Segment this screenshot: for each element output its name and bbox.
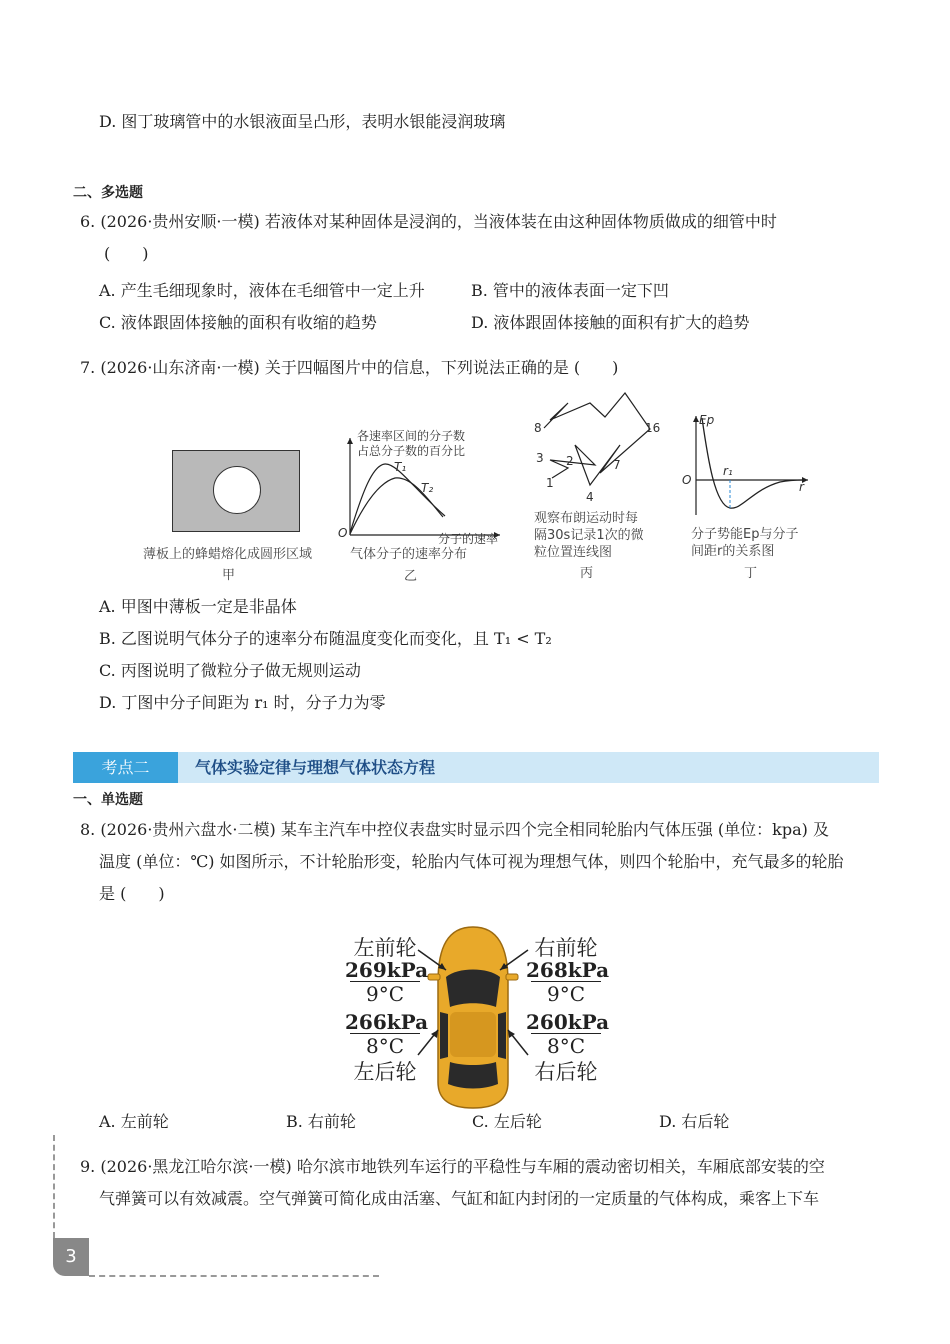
tire-front-left-name: 左前轮 <box>353 936 417 960</box>
topic-banner-tag: 考点二 <box>73 752 178 783</box>
q7-option-c: C. 丙图说明了微粒分子做无规则运动 <box>99 661 361 680</box>
tire-rear-right-name: 右后轮 <box>534 1060 598 1084</box>
fig-ding-origin: O <box>682 473 692 487</box>
fig-bing-point-8: 8 <box>534 421 542 435</box>
tire-rear-right-temp: 8°C <box>546 1034 586 1058</box>
fig-bing-point-4: 4 <box>586 490 594 504</box>
fig-yi-ylabel-2: 占总分子数的百分比 <box>357 444 466 458</box>
tire-rear-left-pressure: 266kPa <box>345 1010 429 1034</box>
q9-stem-line-1: 9. (2026·黑龙江哈尔滨·一模) 哈尔滨市地铁列车运行的平稳性与车厢的震动密切相关，车厢底部安装的空 <box>80 1157 825 1176</box>
topic-banner-title: 气体实验定律与理想气体状态方程 <box>195 758 436 777</box>
fig-yi-label: 乙 <box>404 569 418 584</box>
q9-stem-line-2: 气弹簧可以有效减震。空气弹簧可简化成由活塞、气缸和缸内封闭的一定质量的气体构成，乘客上下车 <box>99 1189 820 1208</box>
q8-option-c: C. 左后轮 <box>472 1112 542 1131</box>
tire-front-right-temp: 9°C <box>546 982 586 1006</box>
fig-ding-r1: r₁ <box>723 464 733 478</box>
q7-option-d: D. 丁图中分子间距为 r₁ 时，分子力为零 <box>99 693 386 712</box>
q8-stem-line-1: 8. (2026·贵州六盘水·二模) 某车主汽车中控仪表盘实时显示四个完全相同轮胎内气体压强 (单位：kpa) 及 <box>80 820 829 839</box>
tire-pointer-arrows <box>408 930 538 1080</box>
fig-bing-point-3: 3 <box>536 451 544 465</box>
section-multi-choice: 二、多选题 <box>73 185 143 201</box>
q8-option-b: B. 右前轮 <box>286 1112 356 1131</box>
fig-bing-caption-1: 观察布朗运动时每 <box>534 511 639 526</box>
q7-option-b: B. 乙图说明气体分子的速率分布随温度变化而变化，且 T₁ < T₂ <box>99 629 552 648</box>
q5-option-d: D. 图丁玻璃管中的水银液面呈凸形，表明水银能浸润玻璃 <box>99 112 506 131</box>
fig-ding-label: 丁 <box>744 566 758 581</box>
fig-bing-point-1: 1 <box>546 476 554 490</box>
fig-bing-caption-3: 粒位置连线图 <box>534 545 613 560</box>
fig-jia-caption: 薄板上的蜂蜡熔化成圆形区域 <box>143 547 313 562</box>
fig-yi-ylabel-1: 各速率区间的分子数 <box>357 429 466 443</box>
q6-stem: 6. (2026·贵州安顺·一模) 若液体对某种固体是浸润的，当液体装在由这种固体物质做成的细管中时 <box>80 212 777 231</box>
q8-option-a: A. 左前轮 <box>99 1112 169 1131</box>
q6-option-a: A. 产生毛细现象时，液体在毛细管中一定上升 <box>99 281 425 300</box>
q6-option-b: B. 管中的液体表面一定下凹 <box>471 281 669 300</box>
tire-front-left-pressure: 269kPa <box>345 958 429 982</box>
section-single-choice: 一、单选题 <box>73 792 143 808</box>
fig-jia-plate <box>172 450 300 532</box>
fig-jia-melted-circle <box>213 466 261 514</box>
fig-bing-caption-2: 隔30s记录1次的微 <box>534 528 644 543</box>
topic-banner <box>73 752 879 783</box>
fig-bing-point-16: 16 <box>645 421 661 435</box>
page-footer-dashed-line <box>89 1275 379 1277</box>
page-number: 3 <box>53 1238 89 1276</box>
fig-ding-ylabel: Ep <box>699 413 715 427</box>
fig-ding-xlabel: r <box>799 480 804 494</box>
fig-bing-point-2: 2 <box>566 454 574 468</box>
tire-front-right-name: 右前轮 <box>534 936 598 960</box>
tire-rear-left-name: 左后轮 <box>353 1060 417 1084</box>
fig-ding-caption-2: 间距r的关系图 <box>691 544 775 559</box>
tire-rear-left-temp: 8°C <box>365 1034 405 1058</box>
q6-answer-paren: ( ) <box>104 244 149 263</box>
fig-jia-label: 甲 <box>222 568 236 583</box>
fig-yi-caption: 气体分子的速率分布 <box>350 547 468 562</box>
page-margin-dashed-line <box>53 1135 55 1238</box>
tire-rear-right-pressure: 260kPa <box>526 1010 610 1034</box>
fig-yi-t1-label: T₁ <box>394 460 407 474</box>
fig-bing-label: 丙 <box>580 566 594 581</box>
fig-bing-point-7: 7 <box>613 458 621 472</box>
q7-stem: 7. (2026·山东济南·一模) 关于四幅图片中的信息，下列说法正确的是 ( ) <box>80 358 619 377</box>
q6-option-c: C. 液体跟固体接触的面积有收缩的趋势 <box>99 313 377 332</box>
q8-stem-line-3: 是 ( ) <box>99 884 165 903</box>
tire-front-right-pressure: 268kPa <box>526 958 610 982</box>
tire-front-left-temp: 9°C <box>365 982 405 1006</box>
q8-stem-line-2: 温度 (单位：℃) 如图所示，不计轮胎形变，轮胎内气体可视为理想气体，则四个轮胎中，充气最多的轮胎 <box>99 852 844 871</box>
fig-yi-xlabel: 分子的速率 <box>438 532 499 546</box>
fig-yi-t2-label: T₂ <box>421 481 434 495</box>
fig-ding-caption-1: 分子势能Ep与分子 <box>691 527 799 542</box>
q7-option-a: A. 甲图中薄板一定是非晶体 <box>99 597 297 616</box>
q8-option-d: D. 右后轮 <box>659 1112 730 1131</box>
q6-option-d: D. 液体跟固体接触的面积有扩大的趋势 <box>471 313 750 332</box>
fig-yi-origin: O <box>338 526 348 540</box>
